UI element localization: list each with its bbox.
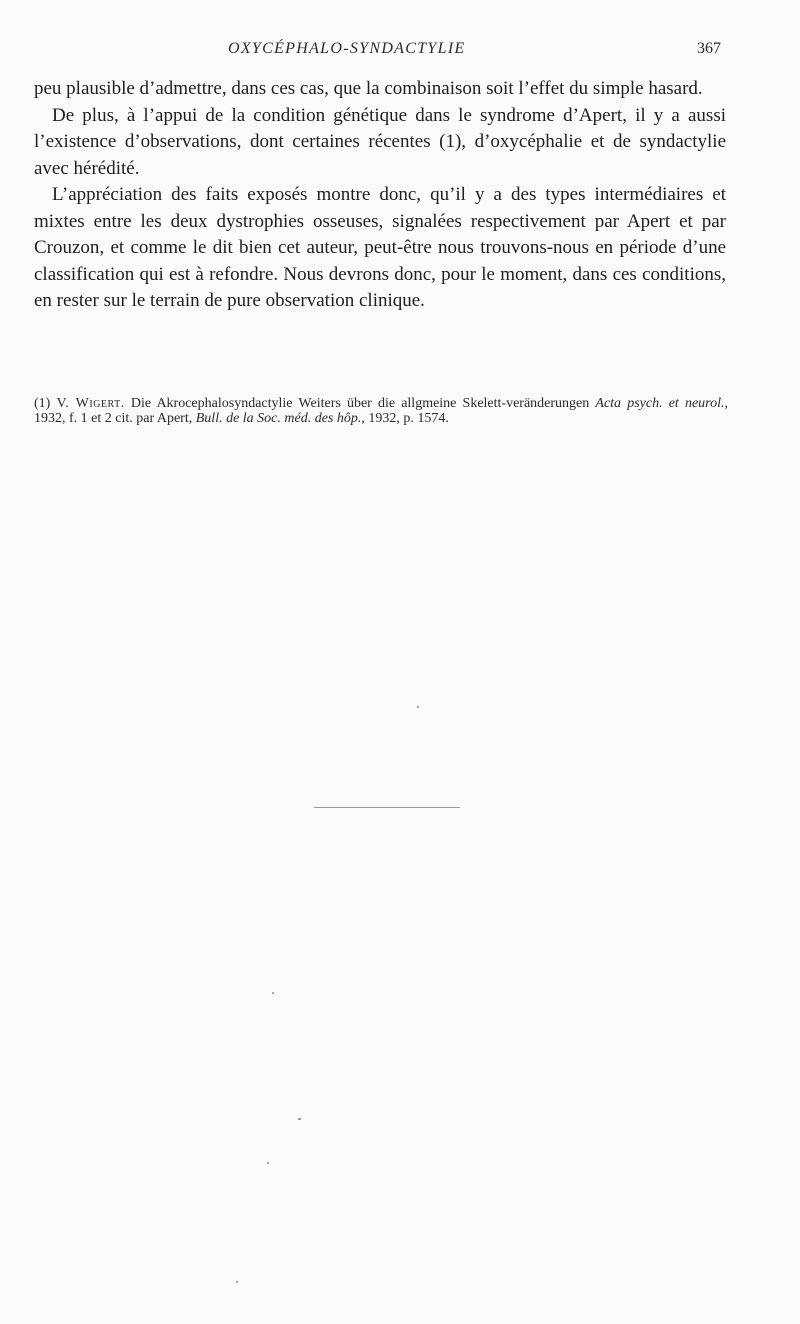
running-title: OXYCÉPHALO-SYNDACTYLIE (228, 40, 466, 57)
paragraph-1: peu plausible d’admettre, dans ces cas, que la combinaison soit l’effet du simple hasard. (34, 78, 703, 99)
footnote-marker: (1) (34, 396, 51, 411)
paper-speck (272, 992, 274, 994)
paper-speck (267, 1162, 269, 1164)
footnote-text-3: , 1932, p. 1574. (361, 411, 449, 426)
footnote-text-2: , 1932, f. 1 et 2 cit. par Apert, (34, 396, 728, 426)
paragraph-3: L’appréciation des faits exposés montre donc, qu’il y a des types intermédiaires et mixtes entre les deux dystrophies osseuses, signalées respectivement par Apert et par Crouzon, et comme le dit bien cet auteur, peut-être nous trouvons-nous en période d’une classification qui est à refondre. Nous devrons donc, pour le moment, dans ces conditions, en rester sur le terrain de pure observation clinique. (34, 184, 726, 311)
footnote-journal-2: Bull. de la Soc. méd. des hôp. (195, 411, 362, 426)
paragraph-2: De plus, à l’appui de la condition génétique dans le syndrome d’Apert, il y a aussi l’existence d’observations, dont certaines récentes (1), d’oxycéphalie et de syndactylie avec hérédité. (34, 104, 726, 179)
footnote-journal-1: Acta psych. et neurol. (595, 396, 725, 411)
footnote-author: V. Wigert. (56, 396, 125, 411)
footnote-text-1: Die Akrocephalosyndactylie Weiters über die allgmeine Skelett-veränderungen (130, 396, 590, 411)
end-rule-divider (314, 807, 460, 808)
paper-speck (298, 1118, 301, 1120)
paper-speck (417, 706, 419, 708)
page-number: 367 (697, 40, 721, 57)
body-text (34, 76, 726, 315)
running-head (0, 40, 800, 64)
paper-speck (236, 1281, 238, 1283)
footnote (34, 396, 728, 426)
